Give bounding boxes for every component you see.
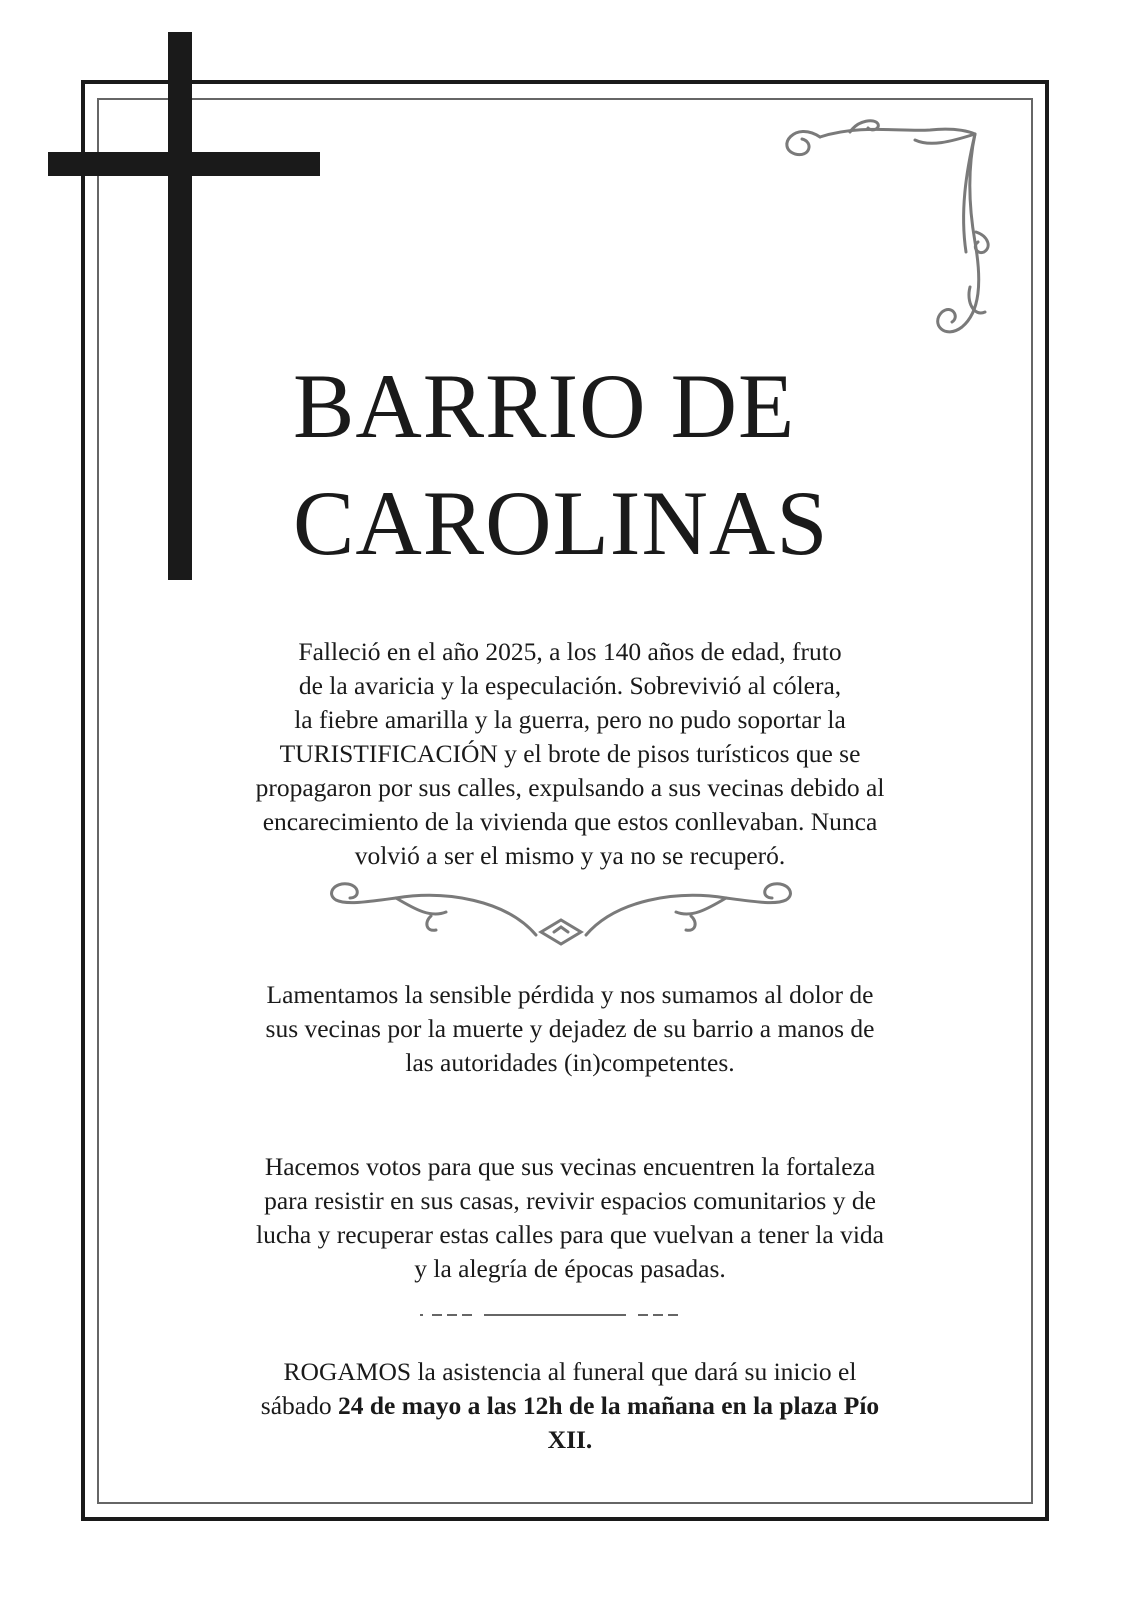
date-prefix: sábado [260,1391,338,1420]
condolence-paragraph [140,978,1000,1080]
cross-horizontal-bar [48,152,320,176]
paragraph-line: la fiebre amarilla y la guerra, pero no pudo soportar la [294,705,846,734]
paragraph-line: sus vecinas por la muerte y dejadez de su barrio a manos de [265,1014,875,1043]
funeral-invitation-paragraph [140,1355,1000,1457]
title-line-2: CAROLINAS [293,472,829,574]
paragraph-line: para resistir en sus casas, revivir espacios comunitarios y de [264,1186,876,1215]
paragraph-line: TURISTIFICACIÓN y el brote de pisos turísticos que se [279,739,861,768]
paragraph-line: Hacemos votos para que sus vecinas encuentren la fortaleza [264,1152,876,1181]
paragraph-line: las autoridades (in)competentes. [405,1048,735,1077]
paragraph-line: y la alegría de épocas pasadas. [414,1254,726,1283]
cross-vertical-bar [168,32,192,580]
funeral-date-time-place: 24 de mayo a las 12h de la mañana en la plaza Pío [337,1391,880,1420]
dash-divider-icon [420,1310,700,1320]
center-flourish-icon [326,880,796,950]
paragraph-line: encarecimiento de la vivienda que estos conllevaban. Nunca [262,807,878,836]
obituary-paragraph [140,635,1000,873]
paragraph-line: Falleció en el año 2025, a los 140 años de edad, fruto [298,637,842,666]
paragraph-line: volvió a ser el mismo y ya no se recuperó. [354,841,786,870]
wishes-paragraph [140,1150,1000,1286]
paragraph-line: ROGAMOS la asistencia al funeral que dará su inicio el [283,1357,857,1386]
corner-flourish-icon [780,112,1030,352]
paragraph-line: Lamentamos la sensible pérdida y nos sumamos al dolor de [266,980,874,1009]
paragraph-line: lucha y recuperar estas calles para que vuelvan a tener la vida [256,1220,884,1249]
paragraph-line: de la avaricia y la especulación. Sobrevivió al cólera, [298,671,842,700]
paragraph-line [140,1389,1000,1423]
title-line-1: BARRIO DE [293,355,796,457]
funeral-place-end: XII. [547,1425,593,1454]
paragraph-line: propagaron por sus calles, expulsando a sus vecinas debido al [255,773,885,802]
